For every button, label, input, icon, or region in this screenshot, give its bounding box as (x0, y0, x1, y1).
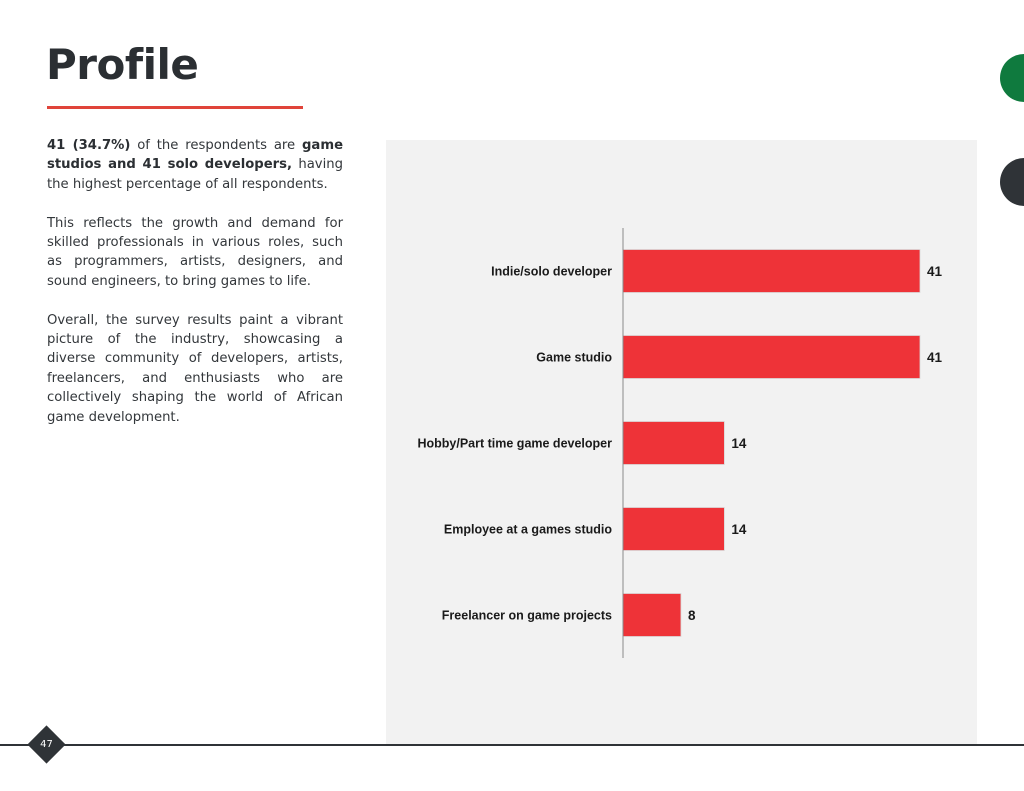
category-label: Game studio (536, 350, 612, 365)
bar (623, 508, 724, 551)
body-copy (47, 136, 343, 446)
category-label: Hobby/Part time game developer (417, 436, 612, 451)
category-label: Freelancer on game projects (441, 608, 612, 623)
value-label: 8 (687, 608, 696, 623)
footer-line (0, 744, 1024, 746)
green-accent-circle (1000, 54, 1024, 102)
bar (623, 422, 724, 465)
page-title: Profile (46, 40, 199, 89)
title-underline (47, 106, 303, 109)
value-label: 14 (731, 436, 747, 451)
value-label: 41 (927, 350, 943, 365)
bar (623, 250, 920, 293)
category-label: Indie/solo developer (491, 264, 612, 279)
value-label: 14 (731, 522, 747, 537)
category-label: Employee at a games studio (443, 522, 612, 537)
stat-highlight: 41 (34.7%) (47, 138, 131, 153)
bar-chart (386, 140, 977, 744)
value-label: 41 (927, 264, 943, 279)
dark-accent-circle (1000, 158, 1024, 206)
bar (623, 336, 920, 379)
paragraph-intro (47, 136, 343, 194)
page-number: 47 (40, 739, 53, 750)
paragraph-growth: This reflects the growth and demand for skilled professionals in various roles, such as programmers, artists, designers, and sound engineers, to bring games to life. (47, 215, 343, 289)
bar (623, 594, 681, 637)
intro-emphasis: game studios and 41 solo developers, (47, 138, 344, 173)
chart-panel (386, 140, 977, 744)
intro-text: of the respondents are (130, 138, 302, 153)
paragraph-overall: Overall, the survey results paint a vibrant picture of the industry, showcasing a diverse community of developers, artists, freelancers, and enthusiasts who are collectively shaping the world of African game development. (47, 312, 343, 425)
intro-end-text: having the highest percentage of all respondents. (47, 157, 343, 192)
